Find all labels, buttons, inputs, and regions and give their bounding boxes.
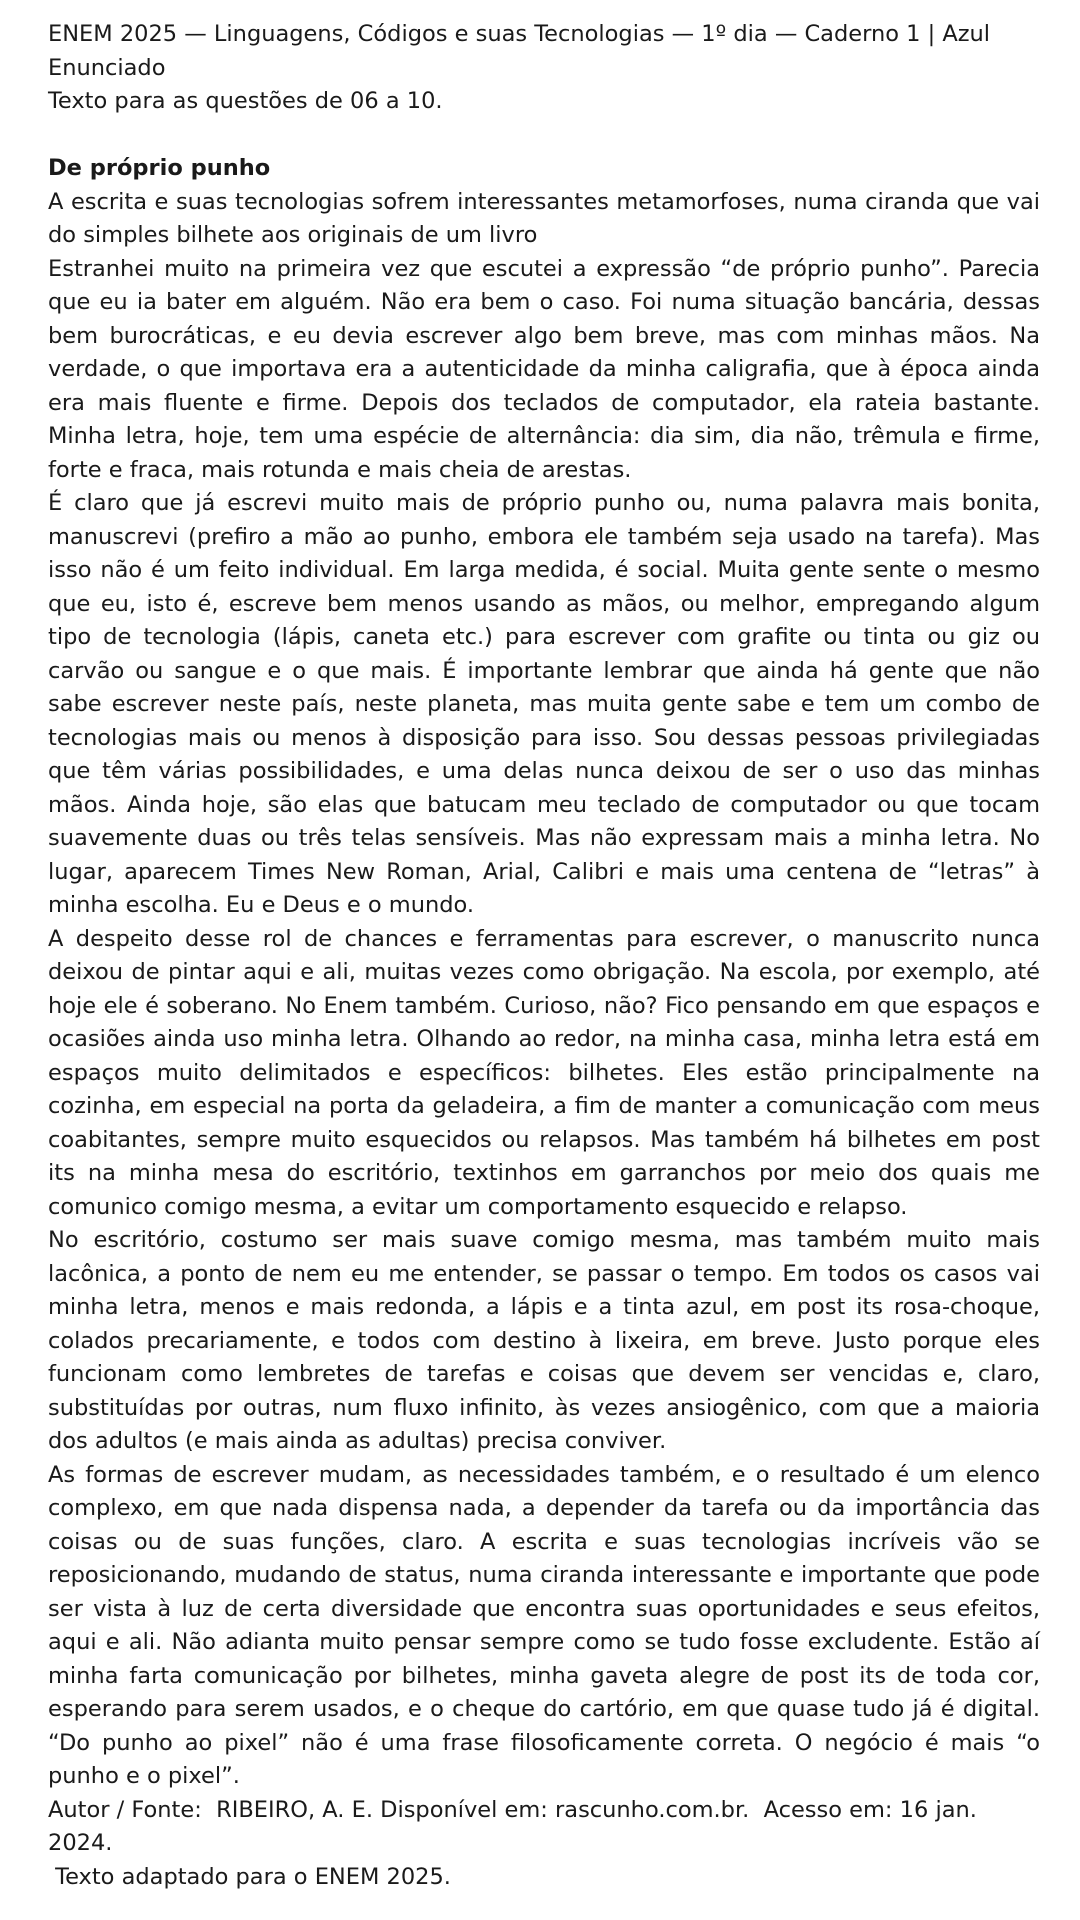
- adaptation-note: Texto adaptado para o ENEM 2025.: [48, 1863, 451, 1890]
- article-paragraph-4: No escritório, costumo ser mais suave comigo mesma, mas também muito mais lacônica, a ponto de nem eu me entender, se passar o tempo. Em todos os casos vai minha letra, menos e mais redonda, a lápis e a tinta azul, em post its rosa-choque, colados precariamente, e todos com destino à lixeira, em breve. Justo porque eles funcionam como lembretes de tarefas e coisas que devem ser vencidas e, claro, substituídas por outras, num fluxo infinito, às vezes ansiogênico, com que a maioria dos adultos (e mais ainda as adultas) precisa conviver.: [48, 1227, 1040, 1454]
- source-citation: Autor / Fonte: RIBEIRO, A. E. Disponível em: rascunho.com.br. Acesso em: 16 jan. 2024.: [48, 1796, 985, 1856]
- article-subtitle: A escrita e suas tecnologias sofrem interessantes metamorfoses, numa ciranda que vai do simples bilhete aos originais de um livro: [48, 188, 1040, 248]
- article-paragraph-3: A despeito desse rol de chances e ferramentas para escrever, o manuscrito nunca deixou de pintar aqui e ali, muitas vezes como obrigação. Na escola, por exemplo, até hoje ele é soberano. No Enem também. Curioso, não? Fico pensando em que espaços e ocasiões ainda uso minha letra. Olhando ao redor, na minha casa, minha letra está em espaços muito delimitados e específicos: bilhetes. Eles estão principalmente na cozinha, em especial na porta da geladeira, a fim de manter a comunicação com meus coabitantes, sempre muito esquecidos ou relapsos. Mas também há bilhetes em post its na minha mesa do escritório, textinhos em garranchos por meio dos quais me comunico comigo mesma, a evitar um comportamento esquecido e relapso.: [48, 925, 1040, 1220]
- section-label: Enunciado: [48, 54, 166, 81]
- article-paragraph-1: Estranhei muito na primeira vez que escutei a expressão “de próprio punho”. Parecia que eu ia bater em alguém. Não era bem o caso. Foi numa situação bancária, dessas bem burocráticas, e eu devia escrever algo bem breve, mas com minhas mãos. Na verdade, o que importava era a autenticidade da minha caligrafia, que à época ainda era mais fluente e firme. Depois dos teclados de computador, ela rateia bastante. Minha letra, hoje, tem uma espécie de alternância: dia sim, dia não, trêmula e firme, forte e fraca, mais rotunda e mais cheia de arestas.: [48, 255, 1040, 483]
- article-title: De próprio punho: [48, 155, 271, 181]
- question-instruction: Texto para as questões de 06 a 10.: [48, 88, 443, 114]
- blank-line: [48, 119, 1040, 153]
- exam-header: ENEM 2025 — Linguagens, Códigos e suas Tecnologias — 1º dia — Caderno 1 | Azul: [48, 21, 991, 47]
- article-paragraph-2: É claro que já escrevi muito mais de próprio punho ou, numa palavra mais bonita, manuscrevi (prefiro a mão ao punho, embora ele também seja usado na tarefa). Mas isso não é um feito individual. Em larga medida, é social. Muita gente sente o mesmo que eu, isto é, escreve bem menos usando as mãos, ou melhor, empregando algum tipo de tecnologia (lápis, caneta etc.) para escrever com grafite ou tinta ou giz ou carvão ou sangue e o que mais. É importante lembrar que ainda há gente que não sabe escrever neste país, neste planeta, mas muita gente sabe e tem um combo de tecnologias mais ou menos à disposição para isso. Sou dessas pessoas privilegiadas que têm várias possibilidades, e uma delas nunca deixou de ser o uso das minhas mãos. Ainda hoje, são elas que batucam meu teclado de computador ou que tocam suavemente duas ou três telas sensíveis. Mas não expressam mais a minha letra. No lugar, aparecem Times New Roman, Arial, Calibri e mais uma centena de “letras” à minha escolha. Eu e Deus e o mundo.: [48, 490, 1040, 918]
- document-page: [48, 18, 1040, 1894]
- article-paragraph-5: As formas de escrever mudam, as necessidades também, e o resultado é um elenco complexo, em que nada dispensa nada, a depender da tarefa ou da importância das coisas ou de suas funções, claro. A escrita e suas tecnologias incríveis vão se reposicionando, mudando de status, numa ciranda interessante e importante que pode ser vista à luz de certa diversidade que encontra suas oportunidades e seus efeitos, aqui e ali. Não adianta muito pensar sempre como se tudo fosse excludente. Estão aí minha farta comunicação por bilhetes, minha gaveta alegre de post its de toda cor, esperando para serem usados, e o cheque do cartório, em que quase tudo já é digital. “Do punho ao pixel” não é uma frase filosoficamente correta. O negócio é mais “o punho e o pixel”.: [48, 1461, 1040, 1789]
